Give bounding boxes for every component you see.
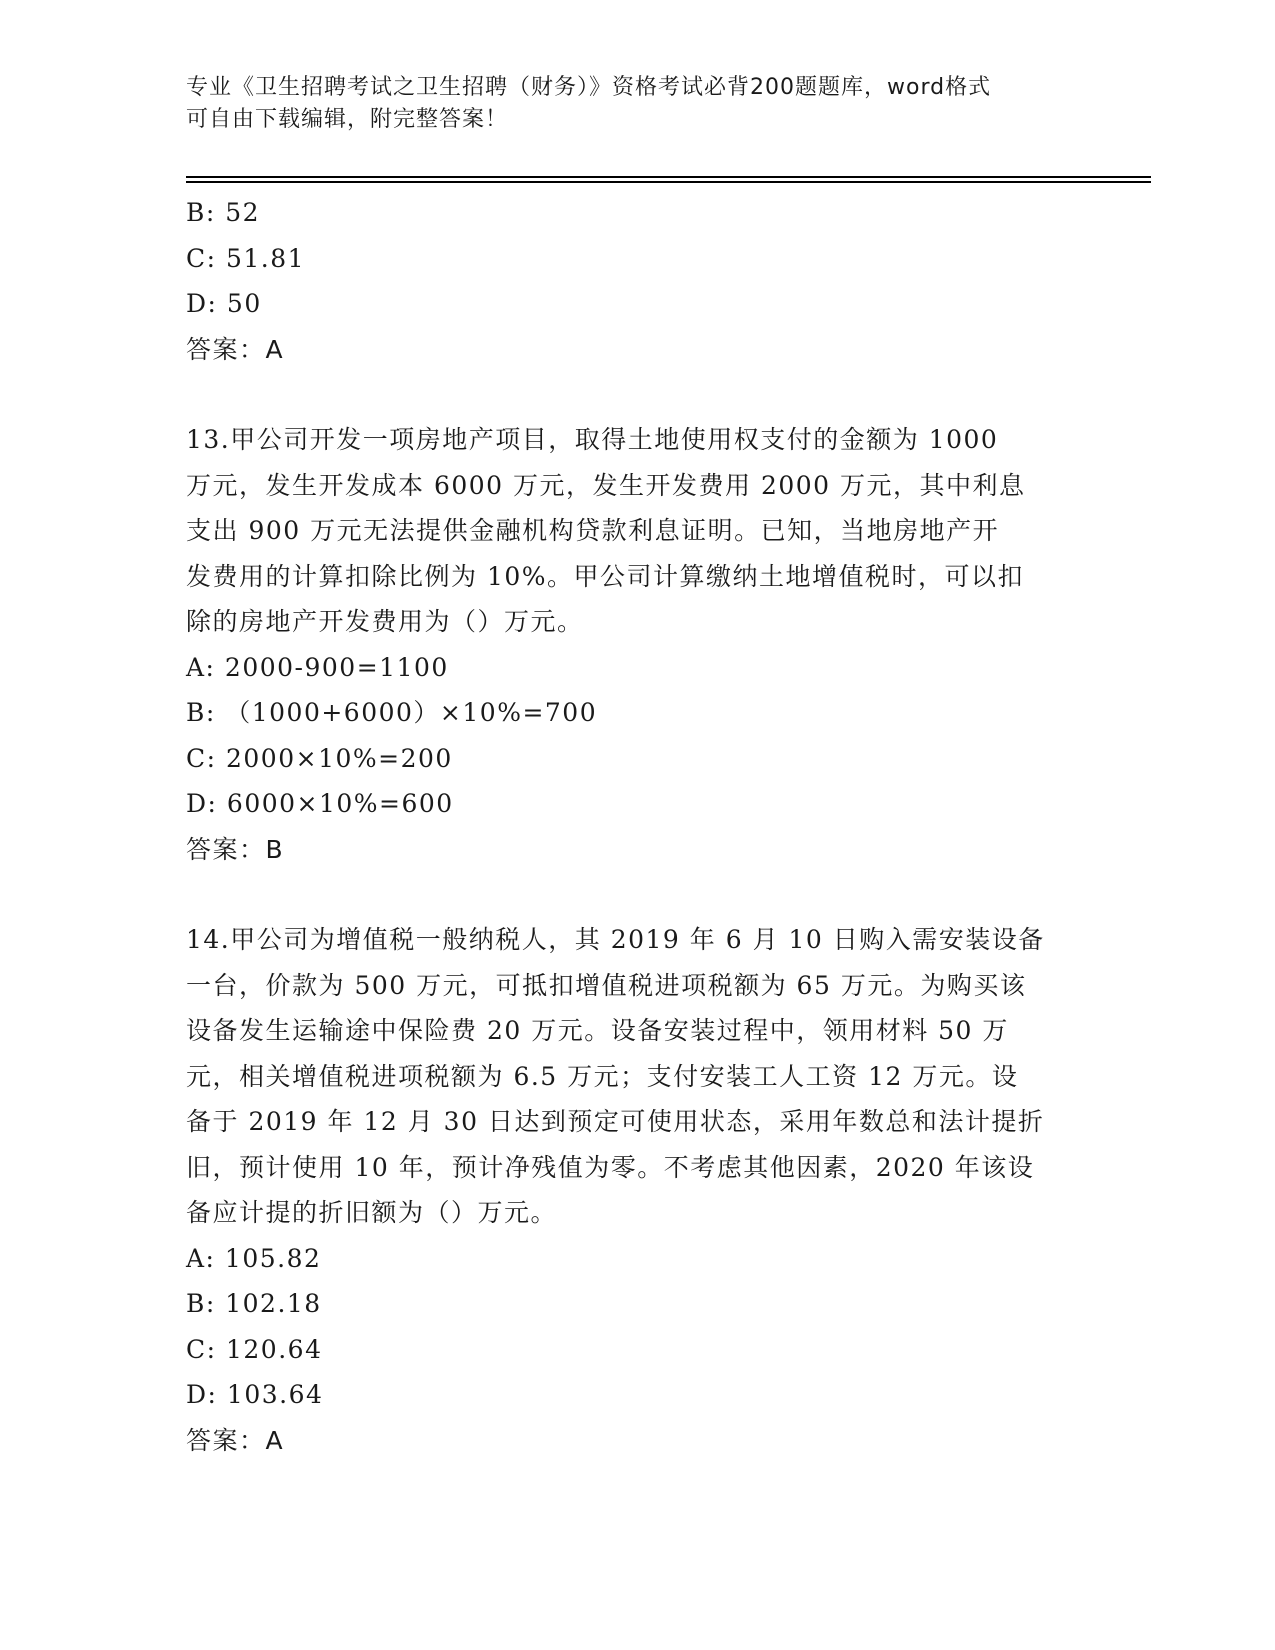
question-text-line: 支出 900 万元无法提供金融机构贷款利息证明。已知，当地房地产开 (186, 516, 1000, 545)
option-c: C: 51.81 (186, 243, 306, 273)
question-text-line: 备于 2019 年 12 月 30 日达到预定可使用状态，采用年数总和法计提折 (186, 1107, 1045, 1136)
question-14 (186, 917, 1086, 1463)
option-c: C: 120.64 (186, 1334, 323, 1364)
question-text-line: 备应计提的折旧额为（）万元。 (186, 1198, 558, 1227)
question-text-line: 万元，发生开发成本 6000 万元，发生开发费用 2000 万元，其中利息 (186, 470, 1026, 500)
answer-line: 答案：A (186, 1425, 285, 1455)
header-line-1: 专业《卫生招聘考试之卫生招聘（财务）》资格考试必背200题题库，word格式 (186, 75, 992, 100)
header-line-2: 可自由下载编辑，附完整答案！ (186, 107, 509, 132)
question-text-line: 元，相关增值税进项税额为 6.5 万元；支付安装工人工资 12 万元。设 (186, 1061, 1019, 1091)
question-text-line: 13.甲公司开发一项房地产项目，取得土地使用权支付的金额为 1000 (186, 425, 999, 454)
option-b: B: 52 (186, 198, 261, 227)
option-a: A: 105.82 (186, 1243, 322, 1273)
option-d: D: 6000×10%=600 (186, 789, 454, 818)
option-d: D: 50 (186, 289, 262, 318)
option-a: A: 2000-900=1100 (186, 652, 449, 682)
question-text-line: 14.甲公司为增值税一般纳税人，其 2019 年 6 月 10 日购入需安装设备 (186, 925, 1045, 954)
question-text-line: 一台，价款为 500 万元，可抵扣增值税进项税额为 65 万元。为购买该 (186, 970, 1027, 1000)
option-d: D: 103.64 (186, 1380, 324, 1409)
question-text-line: 除的房地产开发费用为（）万元。 (186, 607, 584, 636)
answer-line: 答案：A (186, 334, 285, 364)
document-header (186, 72, 1066, 136)
option-b: B: 102.18 (186, 1289, 322, 1318)
header-divider-bottom (186, 181, 1151, 183)
question-13-stem (186, 417, 1086, 645)
prev-question-block (186, 190, 1086, 372)
question-text-line: 旧，预计使用 10 年，预计净残值为零。不考虑其他因素，2020 年该设 (186, 1152, 1035, 1182)
answer-line: 答案：B (186, 834, 285, 864)
option-b: B: （1000+6000）×10%=700 (186, 698, 598, 727)
header-divider-top (186, 176, 1151, 178)
question-13 (186, 417, 1086, 872)
document-body (186, 190, 1086, 1463)
question-14-stem (186, 917, 1086, 1236)
option-c: C: 2000×10%=200 (186, 743, 453, 773)
question-text-line: 设备发生运输途中保险费 20 万元。设备安装过程中，领用材料 50 万 (186, 1016, 1009, 1045)
question-text-line: 发费用的计算扣除比例为 10%。甲公司计算缴纳土地增值税时，可以扣 (186, 561, 1025, 591)
